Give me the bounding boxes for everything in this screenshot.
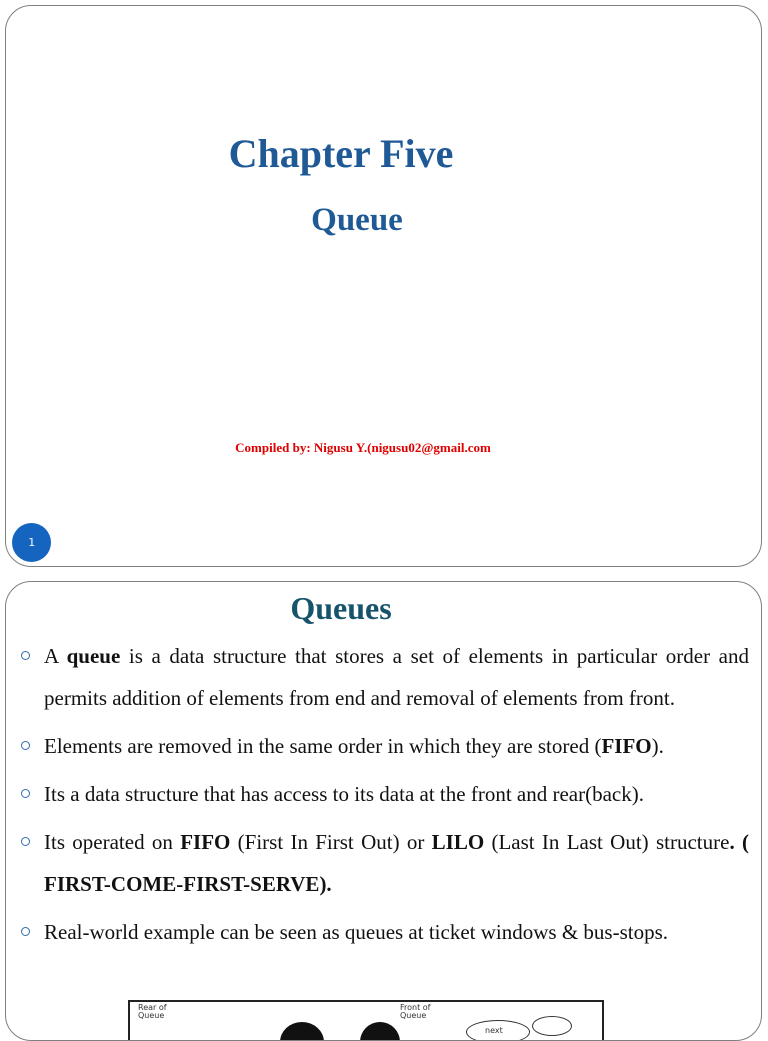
bullet-item: [6, 821, 762, 905]
body-text: ).: [651, 734, 664, 758]
body-text: A: [44, 644, 67, 668]
body-text: is a data structure that stores a set of elements in particular order and permits addition of elements from end and removal of elements from front.: [44, 644, 750, 710]
bold-text: FIFO: [180, 830, 231, 854]
bullet-item: [6, 635, 762, 719]
speech-bubble-text: next: [485, 1026, 503, 1035]
circle-bullet-icon: [21, 651, 30, 660]
thought-bubble-icon: [532, 1016, 572, 1036]
body-text: (First In First Out) or: [230, 830, 432, 854]
person-head-icon: [360, 1022, 400, 1041]
bullet-item: [6, 725, 762, 767]
bullet-list: [6, 635, 762, 959]
slide-title: Queues: [290, 590, 392, 626]
page-number-badge: 1: [12, 523, 51, 562]
bullet-item: [6, 773, 762, 815]
body-text: Its a data structure that has access to its data at the front and rear(back).: [44, 782, 644, 806]
bold-text: queue: [66, 644, 121, 668]
queues-slide: [5, 581, 762, 1041]
bold-text: LILO: [431, 830, 485, 854]
chapter-subtitle: Queue: [311, 202, 403, 238]
circle-bullet-icon: [21, 741, 30, 750]
title-slide: [5, 5, 762, 567]
circle-bullet-icon: [21, 789, 30, 798]
queue-illustration: [128, 1000, 604, 1041]
circle-bullet-icon: [21, 837, 30, 846]
front-of-queue-label: Front of Queue: [400, 1003, 431, 1020]
body-text: Real-world example can be seen as queues at ticket windows & bus-stops.: [44, 920, 669, 944]
person-head-icon: [280, 1022, 324, 1041]
body-text: (Last In Last Out) structure: [484, 830, 730, 854]
speech-bubble-icon: [466, 1020, 530, 1041]
body-text: Elements are removed in the same order in which they are stored (: [44, 734, 602, 758]
bullet-item: [6, 911, 762, 953]
circle-bullet-icon: [21, 927, 30, 936]
chapter-title: Chapter Five: [228, 131, 454, 176]
body-text: Its operated on: [44, 830, 181, 854]
rear-of-queue-label: Rear of Queue: [138, 1003, 167, 1020]
compiled-by-text: Compiled by: Nigusu Y.(nigusu02@gmail.com: [235, 440, 491, 455]
bold-text: FIFO: [601, 734, 652, 758]
bold-text: . ( FIRST-COME-FIRST-SERVE).: [44, 830, 749, 896]
